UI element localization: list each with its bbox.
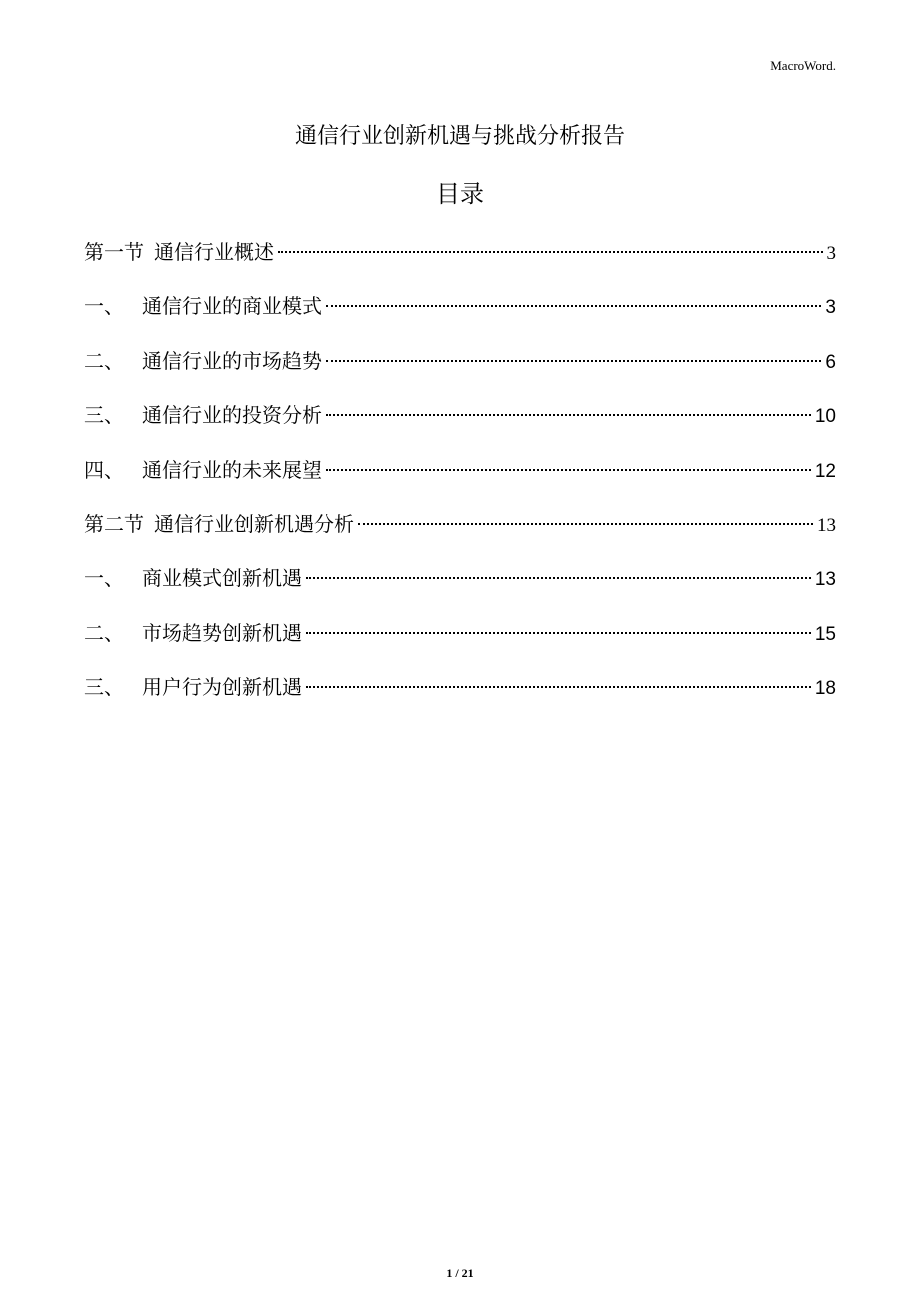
toc-entry-page: 6	[825, 351, 836, 373]
toc-entry[interactable]	[84, 232, 836, 272]
toc-entry-marker: 第二节	[84, 511, 144, 536]
toc-entry-text: 通信行业创新机遇分析	[154, 511, 354, 536]
toc-dot-leader	[306, 577, 811, 579]
toc-entry-marker: 二、	[84, 620, 124, 645]
toc-entry[interactable]	[84, 395, 836, 435]
toc-entry[interactable]	[84, 450, 836, 490]
toc-entry-text: 通信行业的商业模式	[142, 294, 322, 319]
toc-entry-text: 用户行为创新机遇	[142, 675, 302, 700]
toc-entry-page: 10	[814, 406, 836, 428]
header-brand: MacroWord.	[770, 58, 836, 73]
toc-dot-leader	[326, 305, 821, 307]
toc-dot-leader	[306, 632, 811, 634]
toc-entry-marker: 四、	[84, 457, 124, 482]
toc-entry-text: 通信行业的投资分析	[142, 403, 322, 428]
toc-entry-text: 通信行业的未来展望	[142, 457, 322, 482]
toc-dot-leader	[278, 251, 823, 253]
toc-entry-marker: 二、	[84, 348, 124, 373]
page-number: 1 / 21	[446, 1266, 474, 1280]
toc-entry-page: 15	[814, 623, 836, 645]
toc-dot-leader	[358, 523, 813, 525]
toc-dot-leader	[326, 414, 811, 416]
toc-entry-marker: 一、	[84, 566, 124, 591]
toc-entry[interactable]	[84, 667, 836, 707]
toc-entry-page: 3	[825, 297, 836, 319]
toc-entry-text: 通信行业的市场趋势	[142, 348, 322, 373]
toc-entry[interactable]	[84, 613, 836, 653]
toc-entry-marker: 第一节	[84, 240, 144, 264]
toc-dot-leader	[326, 469, 811, 471]
document-title: 通信行业创新机遇与挑战分析报告	[294, 124, 625, 149]
toc-entry-page: 18	[814, 678, 836, 700]
toc-dot-leader	[326, 360, 821, 362]
toc-entry-page: 12	[814, 460, 836, 482]
toc-entry-text: 商业模式创新机遇	[142, 566, 302, 591]
toc-entry-page: 13	[817, 514, 836, 536]
toc-entry-page: 3	[826, 243, 836, 264]
toc-heading: 目录	[436, 180, 484, 208]
toc-entry-text: 市场趋势创新机遇	[142, 620, 302, 645]
toc-entry-marker: 三、	[84, 675, 124, 700]
toc-entry[interactable]	[84, 286, 836, 326]
toc-entry-page: 13	[814, 569, 836, 591]
toc-dot-leader	[306, 686, 811, 688]
toc-entry-marker: 一、	[84, 294, 124, 319]
table-of-contents	[84, 232, 836, 722]
toc-entry[interactable]	[84, 558, 836, 598]
toc-entry-marker: 三、	[84, 403, 124, 428]
toc-entry[interactable]	[84, 504, 836, 544]
toc-entry[interactable]	[84, 341, 836, 381]
toc-entry-text: 通信行业概述	[154, 240, 274, 264]
